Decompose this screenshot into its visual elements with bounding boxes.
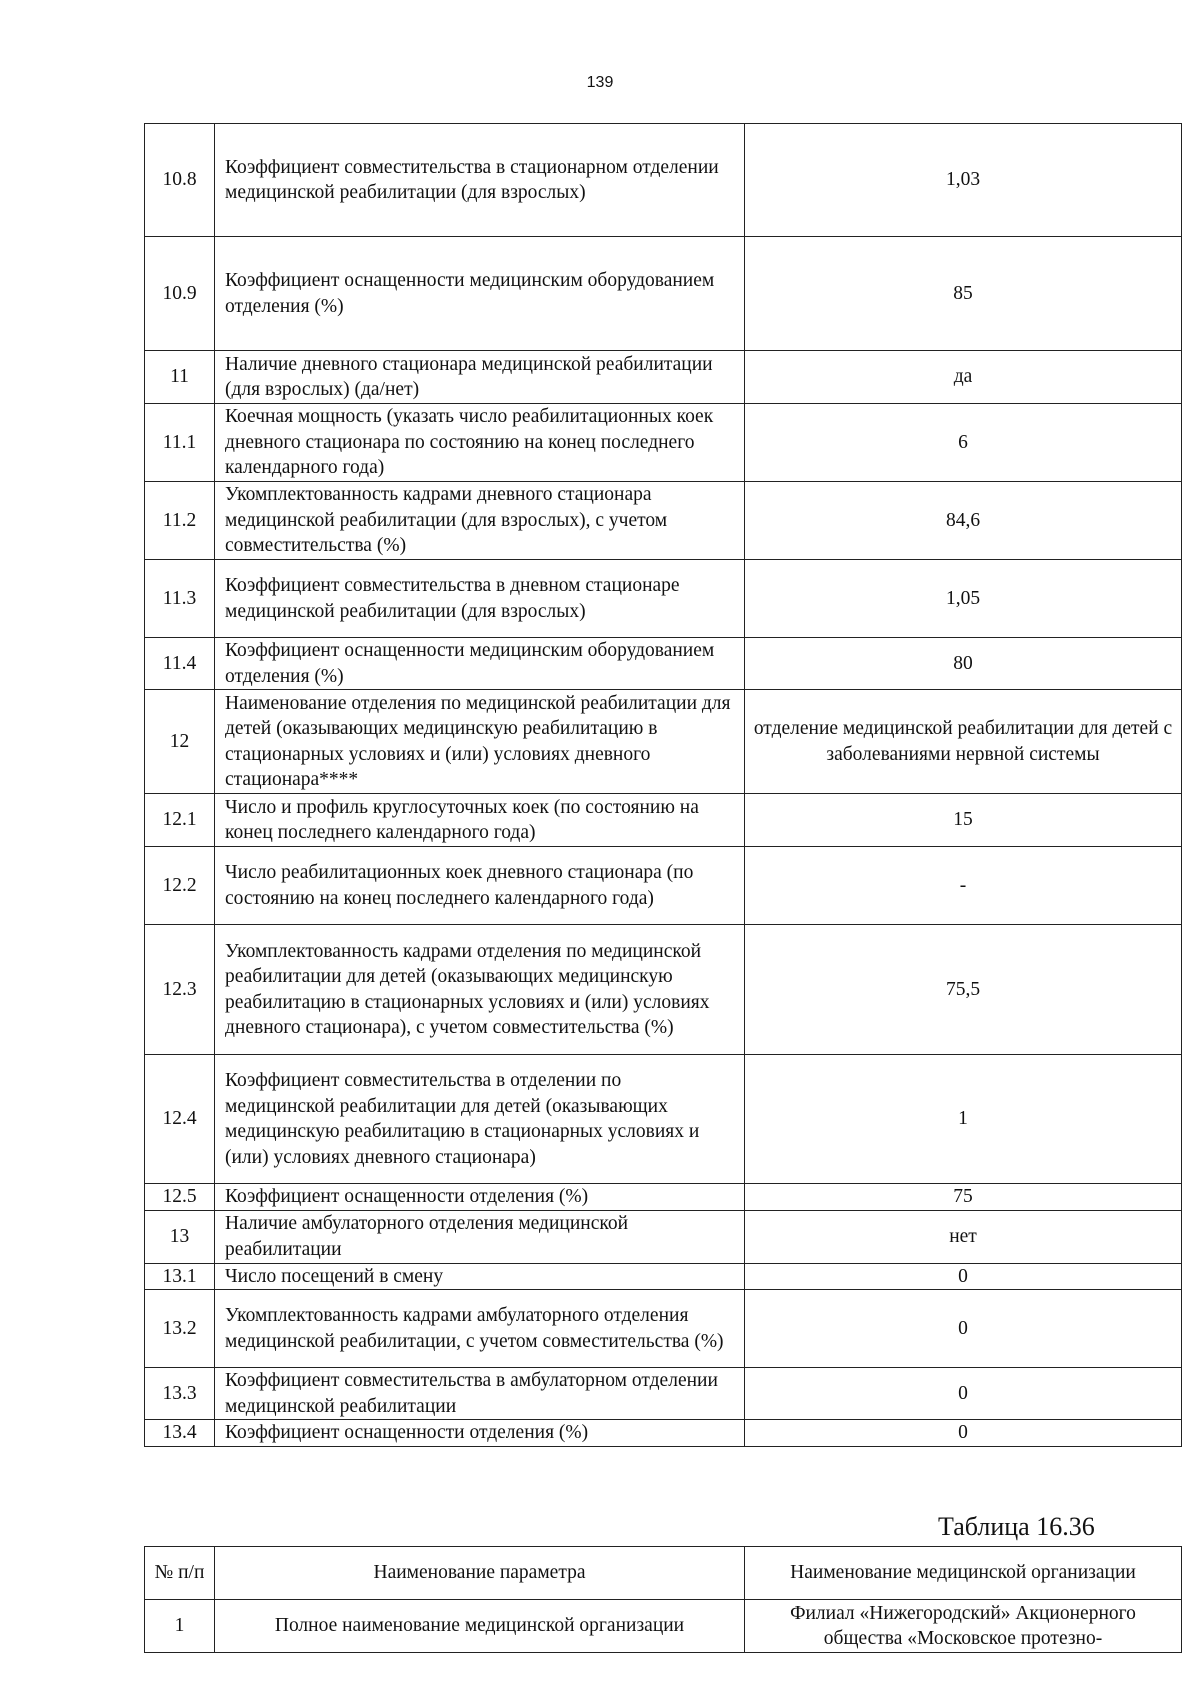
table-row (145, 1210, 1182, 1263)
parameter-value: - (745, 847, 1182, 925)
parameter-name: Наличие дневного стационара медицинской реабилитации (для взрослых) (да/нет) (215, 351, 745, 404)
parameter-name: Коэффициент оснащенности медицинским оборудованием отделения (%) (215, 237, 745, 351)
row-number: 12.1 (145, 794, 215, 847)
table-row (145, 404, 1182, 482)
row-number: 11.2 (145, 482, 215, 560)
row-number: 10.8 (145, 124, 215, 237)
organization-table (144, 1546, 1182, 1653)
parameter-value: 1,05 (745, 560, 1182, 638)
column-header-organization: Наименование медицинской организации (745, 1547, 1182, 1600)
table-row (145, 124, 1182, 237)
parameter-name: Коечная мощность (указать число реабилитационных коек дневного стационара по состоянию на конец последнего календарного года) (215, 404, 745, 482)
parameter-name: Укомплектованность кадрами отделения по медицинской реабилитации для детей (оказывающих медицинскую реабилитацию в стационарных условиях и (или) условиях дневного стационара), с учетом совместительства (%) (215, 925, 745, 1055)
table-caption: Таблица 16.36 (938, 1512, 1095, 1541)
parameter-name: Наименование отделения по медицинской реабилитации для детей (оказывающих медицинскую реабилитацию в стационарных условиях и (или) условиях дневного стационара**** (215, 690, 745, 794)
table-header-row (145, 1547, 1182, 1600)
parameter-value: 80 (745, 638, 1182, 690)
page-number: 139 (586, 74, 614, 91)
parameter-name: Число посещений в смену (215, 1263, 745, 1290)
row-number: 13.2 (145, 1290, 215, 1368)
parameter-value: отделение медицинской реабилитации для детей с заболеваниями нервной системы (745, 690, 1182, 794)
parameter-name: Укомплектованность кадрами дневного стационара медицинской реабилитации (для взрослых), с учетом совместительства (%) (215, 482, 745, 560)
table-row (145, 1184, 1182, 1211)
table-row (145, 482, 1182, 560)
parameter-value: Филиал «Нижегородский» Акционерного общества «Московское протезно- (745, 1600, 1182, 1653)
parameter-name: Коэффициент совместительства в дневном стационаре медицинской реабилитации (для взрослых) (215, 560, 745, 638)
parameter-value: 75,5 (745, 925, 1182, 1055)
row-number: 12.4 (145, 1055, 215, 1184)
parameter-name: Коэффициент совместительства в отделении по медицинской реабилитации для детей (оказывающих медицинскую реабилитацию в стационарных условиях и (или) условиях дневного стационара) (215, 1055, 745, 1184)
parameter-value: 85 (745, 237, 1182, 351)
table-row (145, 1368, 1182, 1420)
parameter-value: 0 (745, 1368, 1182, 1420)
parameter-name: Укомплектованность кадрами амбулаторного отделения медицинской реабилитации, с учетом совместительства (%) (215, 1290, 745, 1368)
table-row (145, 237, 1182, 351)
parameter-value: 75 (745, 1184, 1182, 1211)
parameter-name: Полное наименование медицинской организации (215, 1600, 745, 1653)
table-row (145, 560, 1182, 638)
table-row (145, 1055, 1182, 1184)
row-number: 11.1 (145, 404, 215, 482)
parameter-value: 15 (745, 794, 1182, 847)
parameter-value: 0 (745, 1290, 1182, 1368)
row-number: 12.5 (145, 1184, 215, 1211)
table-row (145, 1420, 1182, 1447)
parameter-name: Коэффициент оснащенности медицинским оборудованием отделения (%) (215, 638, 745, 690)
parameter-name: Коэффициент оснащенности отделения (%) (215, 1420, 745, 1447)
row-number: 11.3 (145, 560, 215, 638)
table-row (145, 690, 1182, 794)
parameter-value: 1,03 (745, 124, 1182, 237)
parameter-name: Число и профиль круглосуточных коек (по состоянию на конец последнего календарного года) (215, 794, 745, 847)
parameters-table (144, 123, 1182, 1447)
parameter-name: Коэффициент совместительства в стационарном отделении медицинской реабилитации (для взрослых) (215, 124, 745, 237)
row-number: 12.2 (145, 847, 215, 925)
parameter-name: Коэффициент оснащенности отделения (%) (215, 1184, 745, 1211)
parameter-value: 84,6 (745, 482, 1182, 560)
row-number: 13.4 (145, 1420, 215, 1447)
column-header-number: № п/п (145, 1547, 215, 1600)
parameter-value: 0 (745, 1420, 1182, 1447)
table-row (145, 847, 1182, 925)
table-row (145, 1290, 1182, 1368)
parameter-value: 0 (745, 1263, 1182, 1290)
table-row (145, 1600, 1182, 1653)
table-row (145, 638, 1182, 690)
row-number: 13 (145, 1210, 215, 1263)
column-header-parameter: Наименование параметра (215, 1547, 745, 1600)
table-row (145, 351, 1182, 404)
row-number: 13.1 (145, 1263, 215, 1290)
row-number: 10.9 (145, 237, 215, 351)
table-row (145, 1263, 1182, 1290)
parameter-name: Наличие амбулаторного отделения медицинской реабилитации (215, 1210, 745, 1263)
parameter-value: да (745, 351, 1182, 404)
table-row (145, 925, 1182, 1055)
row-number: 12.3 (145, 925, 215, 1055)
parameter-value: нет (745, 1210, 1182, 1263)
parameter-name: Число реабилитационных коек дневного стационара (по состоянию на конец последнего календарного года) (215, 847, 745, 925)
row-number: 11.4 (145, 638, 215, 690)
row-number: 1 (145, 1600, 215, 1653)
parameter-value: 1 (745, 1055, 1182, 1184)
row-number: 11 (145, 351, 215, 404)
parameter-name: Коэффициент совместительства в амбулаторном отделении медицинской реабилитации (215, 1368, 745, 1420)
table-row (145, 794, 1182, 847)
row-number: 13.3 (145, 1368, 215, 1420)
parameter-value: 6 (745, 404, 1182, 482)
row-number: 12 (145, 690, 215, 794)
